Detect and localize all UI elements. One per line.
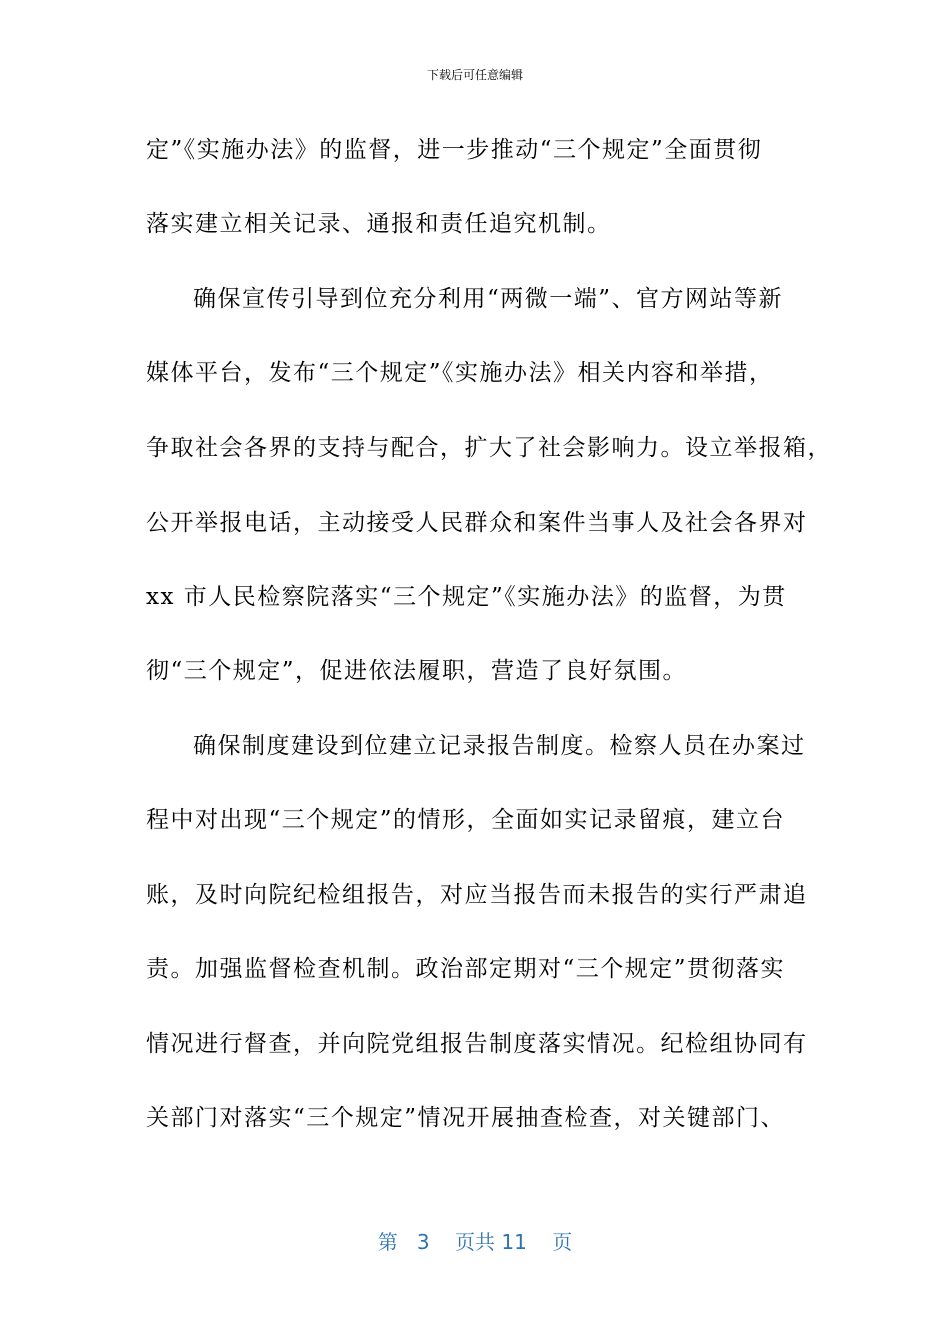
body-line: 关部门对落实“三个规定”情况开展抽查检查，对关键部门、 [146, 1105, 786, 1131]
body-line: 媒体平台，发布“三个规定”《实施办法》相关内容和举措， [146, 360, 774, 386]
body-line: 公开举报电话，主动接受人民群众和案件当事人及社会各界对 [146, 510, 808, 536]
body-line: xx 市人民检察院落实“三个规定”《实施办法》的监督，为贯 [146, 584, 787, 610]
header-note: 下载后可任意编辑 [426, 68, 523, 82]
footer-prefix: 第 [377, 1230, 398, 1254]
body-line: 程中对出现“三个规定”的情形，全面如实记录留痕，建立台 [146, 807, 786, 833]
body-line: 确保制度建设到位建立记录报告制度。检察人员在办案过 [193, 733, 806, 759]
body-line: 定”《实施办法》的监督，进一步推动“三个规定”全面贯彻 [146, 137, 763, 163]
footer-current-page: 3 [416, 1230, 430, 1254]
body-line: 责。加强监督检查机制。政治部定期对“三个规定”贯彻落实 [146, 956, 786, 982]
body-line: 账，及时向院纪检组报告，对应当报告而未报告的实行严肃追 [146, 882, 808, 908]
body-line: 彻“三个规定”，促进依法履职，营造了良好氛围。 [146, 658, 688, 684]
footer-total-pages: 11 [501, 1230, 527, 1254]
body-line: 争取社会各界的支持与配合，扩大了社会影响力。设立举报箱， [146, 435, 832, 461]
page-footer [0, 1226, 950, 1255]
footer-middle: 页共 [455, 1230, 495, 1254]
footer-suffix: 页 [552, 1230, 573, 1254]
body-line: 落实建立相关记录、通报和责任追究机制。 [146, 211, 612, 237]
body-line: 确保宣传引导到位充分利用“两微一端”、官方网站等新 [193, 286, 784, 312]
body-line: 情况进行督查，并向院党组报告制度落实情况。纪检组协同有 [146, 1031, 808, 1057]
